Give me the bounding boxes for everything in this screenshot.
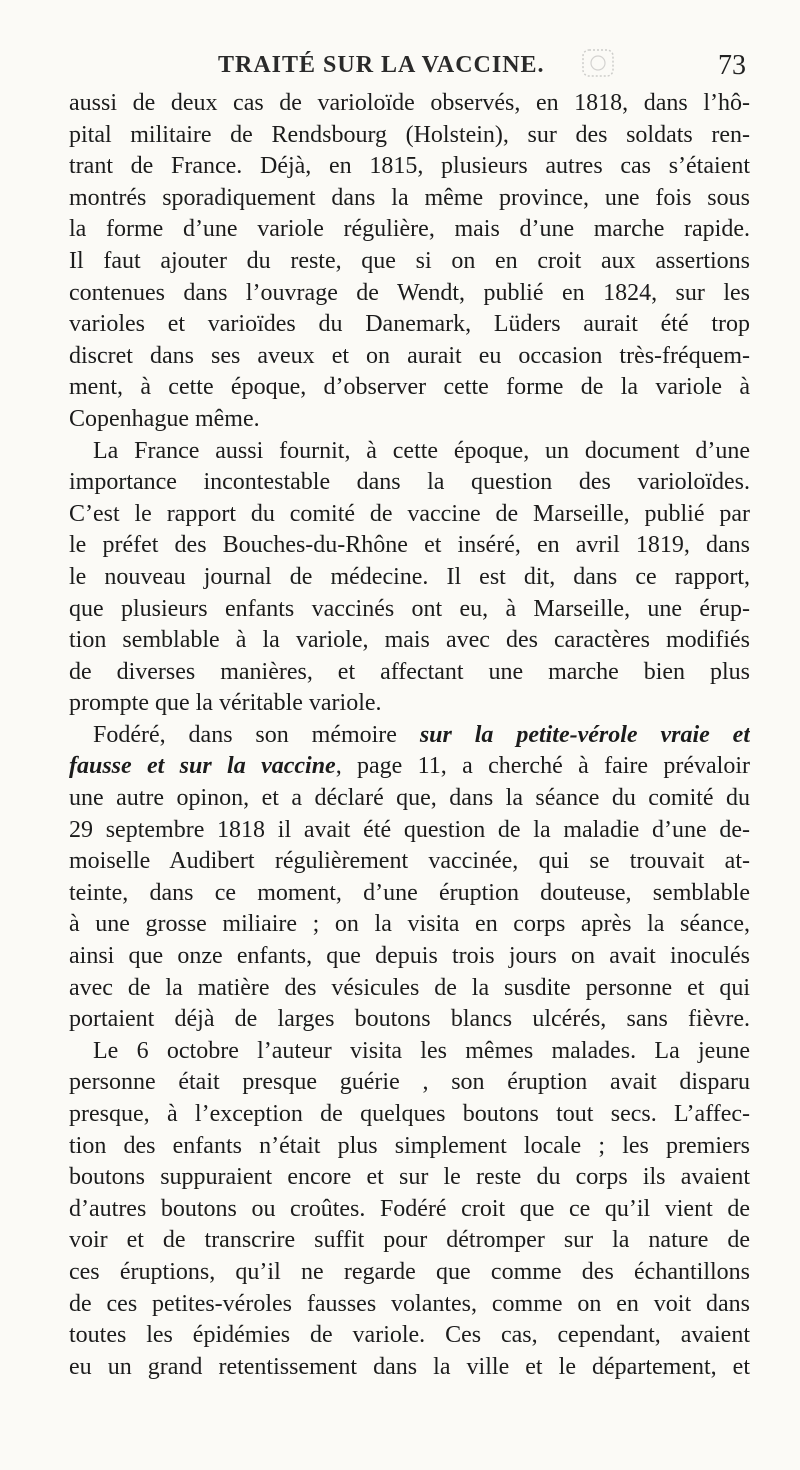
text-line: presque, à l’exception de quelques boutons tout secs. L’affec-	[69, 1101, 750, 1127]
text-line: varioles et varioïdes du Danemark, Lüders aurait été trop	[69, 311, 750, 338]
text-line: Le 6 octobre l’auteur visita les mêmes malades. La jeune	[93, 1037, 750, 1064]
page-number: 73	[718, 50, 746, 81]
text-line: eu un grand retentissement dans la ville et le département, et	[69, 1353, 750, 1380]
text-line: ainsi que onze enfants, que depuis trois jours on avait inoculés	[69, 943, 750, 970]
text-line: contenues dans l’ouvrage de Wendt, publié en 1824, sur les	[69, 279, 750, 306]
text-line: tion des enfants n’était plus simplement locale ; les premiers	[69, 1132, 750, 1159]
text-line: discret dans ses aveux et on aurait eu occasion très-fréquem-	[69, 342, 750, 369]
text-line: La France aussi fournit, à cette époque, un document d’une	[93, 437, 750, 464]
text-line: le préfet des Bouches-du-Rhône et inséré, en avril 1819, dans	[69, 532, 750, 559]
text-line	[69, 751, 750, 783]
text-line: trant de France. Déjà, en 1815, plusieurs autres cas s’étaient	[69, 153, 750, 180]
text-line: de diverses manières, et affectant une marche bien plus	[69, 658, 750, 685]
text-line: de ces petites-véroles fausses volantes, comme on en voit dans	[69, 1290, 750, 1317]
text-line: boutons suppuraient encore et sur le reste du corps ils avaient	[69, 1164, 750, 1191]
text-line: portaient déjà de larges boutons blancs ulcérés, sans fièvre.	[69, 1006, 750, 1033]
text-line: d’autres boutons ou croûtes. Fodéré croit que ce qu’il vient de	[69, 1195, 750, 1222]
text-line: pital militaire de Rendsbourg (Holstein), sur des soldats ren-	[69, 121, 750, 148]
text-line: à une grosse miliaire ; on la visita en corps après la séance,	[69, 911, 750, 938]
text-line: le nouveau journal de médecine. Il est dit, dans ce rapport,	[69, 563, 750, 590]
running-title: TRAITÉ SUR LA VACCINE.	[218, 52, 545, 78]
text-line: avec de la matière des vésicules de la susdite personne et qui	[69, 974, 750, 1001]
running-head	[70, 52, 750, 92]
text-line: ment, à cette époque, d’observer cette forme de la variole à	[69, 374, 750, 401]
text-line: ces éruptions, qu’il ne regarde que comme des échantillons	[69, 1258, 750, 1285]
text-line: C’est le rapport du comité de vaccine de Marseille, publié par	[69, 500, 750, 527]
text-line: que plusieurs enfants vaccinés ont eu, à Marseille, une érup-	[69, 595, 750, 622]
italic-title-run: fausse et sur la vaccine	[69, 753, 336, 780]
library-stamp-mark	[580, 46, 616, 80]
text-line: tion semblable à la variole, mais avec des caractères modifiés	[69, 627, 750, 654]
text-line: Copenhague même.	[69, 405, 260, 432]
italic-title-run: sur la petite-vérole vraie et	[419, 721, 750, 748]
text-line: Il faut ajouter du reste, que si on en croit aux assertions	[69, 247, 750, 274]
text-line: personne était presque guérie , son éruption avait disparu	[69, 1069, 750, 1096]
text-line: une autre opinon, et a déclaré que, dans la séance du comité du	[69, 785, 750, 812]
text-line: prompte que la véritable variole.	[69, 690, 382, 717]
text-line: la forme d’une variole régulière, mais d’une marche rapide.	[69, 216, 750, 243]
text-run: , page 11, a cherché à faire prévaloir	[335, 753, 750, 780]
text-line: teinte, dans ce moment, d’une éruption douteuse, semblable	[69, 879, 750, 906]
text-line: aussi de deux cas de varioloïde observés, en 1818, dans l’hô-	[69, 90, 750, 116]
text-line: 29 septembre 1818 il avait été question de la maladie d’une de-	[69, 816, 750, 843]
text-line: moiselle Audibert régulièrement vaccinée, qui se trouvait at-	[69, 848, 750, 875]
text-line: importance incontestable dans la question des varioloïdes.	[69, 469, 750, 496]
text-line: voir et de transcrire suffit pour détromper sur la nature de	[69, 1227, 750, 1254]
text-run: Fodéré, dans son mémoire	[93, 721, 420, 748]
text-line: montrés sporadiquement dans la même province, une fois sous	[69, 184, 750, 211]
body-text	[69, 88, 750, 1383]
text-line	[69, 720, 750, 752]
text-line: toutes les épidémies de variole. Ces cas, cependant, avaient	[69, 1322, 750, 1349]
